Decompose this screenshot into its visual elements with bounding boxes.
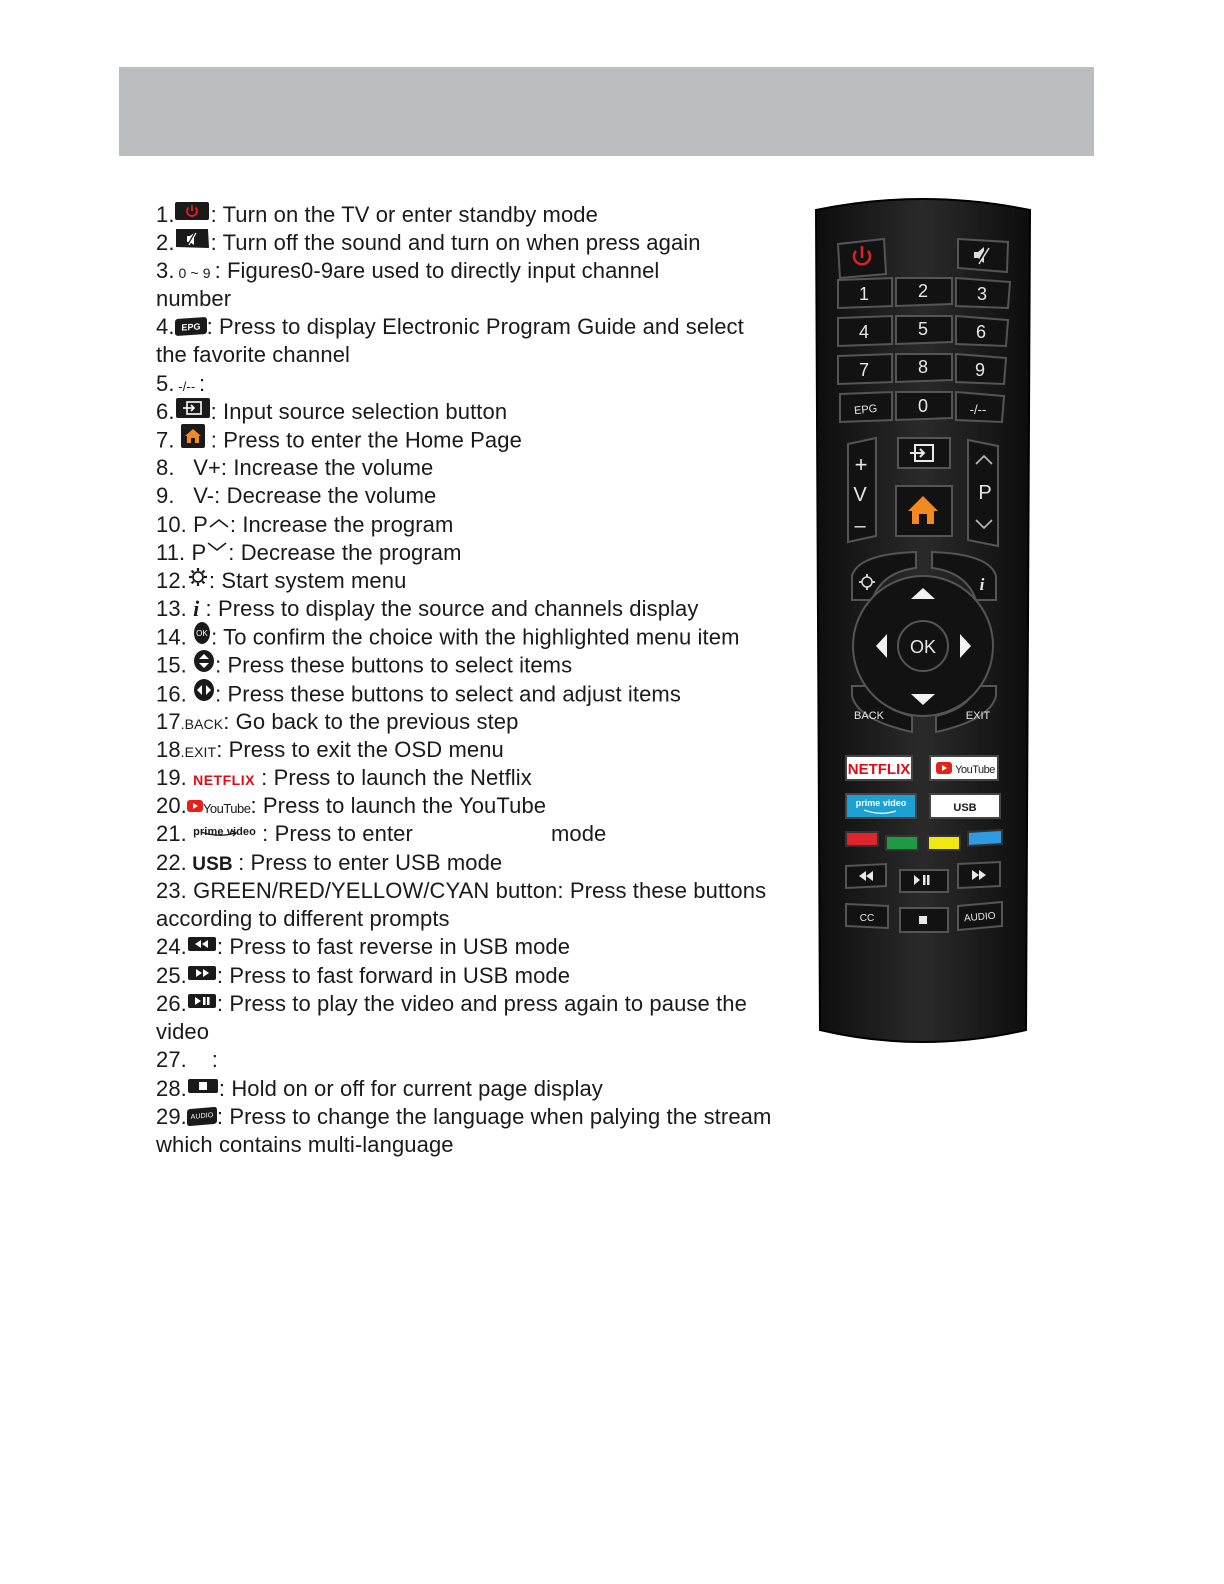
item-4: 4. EPG : Press to display Electronic Program Guide and select xyxy=(156,314,744,339)
youtube-logo-icon xyxy=(187,791,203,819)
svg-text:AUDIO: AUDIO xyxy=(963,910,997,925)
item-11: 11. P : Decrease the program xyxy=(156,539,462,568)
youtube-button[interactable] xyxy=(930,756,998,780)
left-right-arrows-icon xyxy=(193,678,215,709)
item-number: 1. xyxy=(156,202,175,227)
item-29: 29. AUDIO : Press to change the language when palying the stream xyxy=(156,1104,772,1129)
item-14: 14. OK : To confirm the choice with the highlighted menu item xyxy=(156,623,740,654)
key-3[interactable]: 3 xyxy=(976,284,988,304)
program-rocker[interactable] xyxy=(968,440,998,546)
up-down-arrows-icon xyxy=(193,649,215,680)
item-26-cont: video xyxy=(156,1019,210,1044)
item-2: 2. : Turn off the sound and turn on when press again xyxy=(156,229,701,259)
svg-text:P: P xyxy=(978,482,992,504)
key-8[interactable]: 8 xyxy=(917,357,929,377)
key-6[interactable]: 6 xyxy=(975,322,987,342)
item-28: 28. : Hold on or off for current page display xyxy=(156,1076,603,1101)
svg-text:–: – xyxy=(854,515,866,537)
item-13: 13. i : Press to display the source and channels display xyxy=(156,596,699,621)
remote-control xyxy=(812,196,1034,1048)
item-10: 10. P : Increase the program xyxy=(156,512,454,537)
cc-button[interactable] xyxy=(846,904,888,928)
mute-button[interactable] xyxy=(958,239,1008,272)
svg-text:+: + xyxy=(854,452,868,477)
dash-key[interactable]: -/-- xyxy=(969,402,987,417)
item-23: 23. GREEN/RED/YELLOW/CYAN button: Press these buttons xyxy=(156,878,767,903)
item-20: 20. YouTube: Press to launch the YouTube xyxy=(156,793,547,818)
item-26: 26. : Press to play the video and press again to pause the xyxy=(156,991,747,1016)
item-15: 15. : Press these buttons to select items xyxy=(156,651,572,682)
stop-button[interactable] xyxy=(900,908,948,932)
prime-video-button[interactable] xyxy=(846,794,916,818)
key-7[interactable]: 7 xyxy=(858,360,870,380)
exit-key-label: .EXIT xyxy=(180,744,217,760)
power-icon xyxy=(175,200,211,228)
home-icon xyxy=(181,424,205,455)
red-button[interactable] xyxy=(846,832,878,846)
home-button[interactable] xyxy=(896,486,952,536)
rewind-icon xyxy=(187,932,217,960)
digit-keys-label: 0 ~ 9 xyxy=(174,265,215,281)
item-18: 18.EXIT: Press to exit the OSD menu xyxy=(156,737,504,762)
item-12: 12. : Start system menu xyxy=(156,567,406,597)
power-button[interactable] xyxy=(838,239,886,278)
netflix-button[interactable] xyxy=(846,756,912,780)
item-9: 9. V-: Decrease the volume xyxy=(156,483,437,508)
key-4[interactable]: 4 xyxy=(858,322,870,342)
item-1: 1. : Turn on the TV or enter standby mode xyxy=(156,202,598,227)
item-24: 24. : Press to fast reverse in USB mode xyxy=(156,934,571,959)
item-25: 25. : Press to fast forward in USB mode xyxy=(156,963,571,988)
youtube-wordmark: YouTube xyxy=(202,801,251,816)
usb-key-label: USB xyxy=(186,854,239,875)
ok-icon xyxy=(193,621,211,652)
svg-text:BACK: BACK xyxy=(854,710,884,722)
play-pause-button[interactable] xyxy=(900,870,948,892)
ok-button: OK xyxy=(909,637,937,657)
dash-key-label: -/-- xyxy=(174,379,199,394)
info-icon: i xyxy=(979,575,985,594)
key-5[interactable]: 5 xyxy=(917,319,929,339)
item-6: 6. : Input source selection button xyxy=(156,398,507,428)
volume-rocker[interactable] xyxy=(848,438,876,542)
yellow-button[interactable] xyxy=(928,836,960,850)
input-source-icon xyxy=(175,397,211,426)
prime-video-logo: prime video xyxy=(193,826,256,838)
play-pause-icon xyxy=(187,989,217,1017)
info-icon: i xyxy=(193,596,200,621)
svg-text:USB: USB xyxy=(953,802,977,814)
item-16: 16. : Press these buttons to select and adjust items xyxy=(156,680,681,711)
fast-forward-icon xyxy=(187,961,217,989)
item-27: 27. : xyxy=(156,1047,218,1072)
cyan-button[interactable] xyxy=(968,830,1002,846)
item-21: 21. prime video : Press to enter mode xyxy=(156,820,606,852)
item-4-cont: the favorite channel xyxy=(156,342,351,367)
item-19: 19. NETFLIX : Press to launch the Netflix xyxy=(156,765,532,790)
d-pad[interactable] xyxy=(853,576,993,716)
key-1[interactable]: 1 xyxy=(858,284,870,304)
epg-key[interactable]: EPG xyxy=(853,402,878,418)
svg-text:NETFLIX: NETFLIX xyxy=(847,761,911,778)
epg-icon: EPG xyxy=(175,317,207,336)
svg-text:prime video: prime video xyxy=(855,798,907,808)
green-button[interactable] xyxy=(886,836,918,850)
item-17: 17.BACK: Go back to the previous step xyxy=(156,709,519,734)
svg-text:EXIT: EXIT xyxy=(965,710,991,722)
audio-button[interactable] xyxy=(958,902,1002,930)
key-9[interactable]: 9 xyxy=(974,360,986,380)
svg-text:V: V xyxy=(853,484,867,506)
item-8: 8. V+: Increase the volume xyxy=(156,455,434,480)
mute-icon xyxy=(175,228,211,257)
audio-icon: AUDIO xyxy=(187,1106,217,1126)
item-5: 5. -/-- : xyxy=(156,371,206,396)
item-22: 22. USB : Press to enter USB mode xyxy=(156,850,503,875)
item-3-cont: number xyxy=(156,286,232,311)
svg-text:CC: CC xyxy=(859,913,875,924)
header-bar xyxy=(119,67,1094,156)
stop-icon xyxy=(187,1074,219,1102)
usb-button[interactable] xyxy=(930,794,1000,818)
item-3: 3. 0 ~ 9 : Figures0-9are used to directly input channel xyxy=(156,258,660,283)
chevron-down-icon xyxy=(206,532,228,560)
netflix-logo: NETFLIX xyxy=(193,772,255,788)
rewind-button[interactable] xyxy=(846,864,886,888)
gear-icon xyxy=(187,566,209,595)
key-2[interactable]: 2 xyxy=(917,281,929,301)
item-7: 7. : Press to enter the Home Page xyxy=(156,426,522,457)
input-source-button[interactable] xyxy=(898,438,950,468)
svg-text:YouTube: YouTube xyxy=(955,764,995,776)
back-key-label: .BACK xyxy=(180,716,224,732)
item-23-cont: according to different prompts xyxy=(156,906,450,931)
key-0[interactable]: 0 xyxy=(917,396,929,416)
item-29-cont: which contains multi-language xyxy=(156,1132,454,1157)
svg-text:OK: OK xyxy=(196,629,208,638)
fast-forward-button[interactable] xyxy=(958,862,1000,888)
